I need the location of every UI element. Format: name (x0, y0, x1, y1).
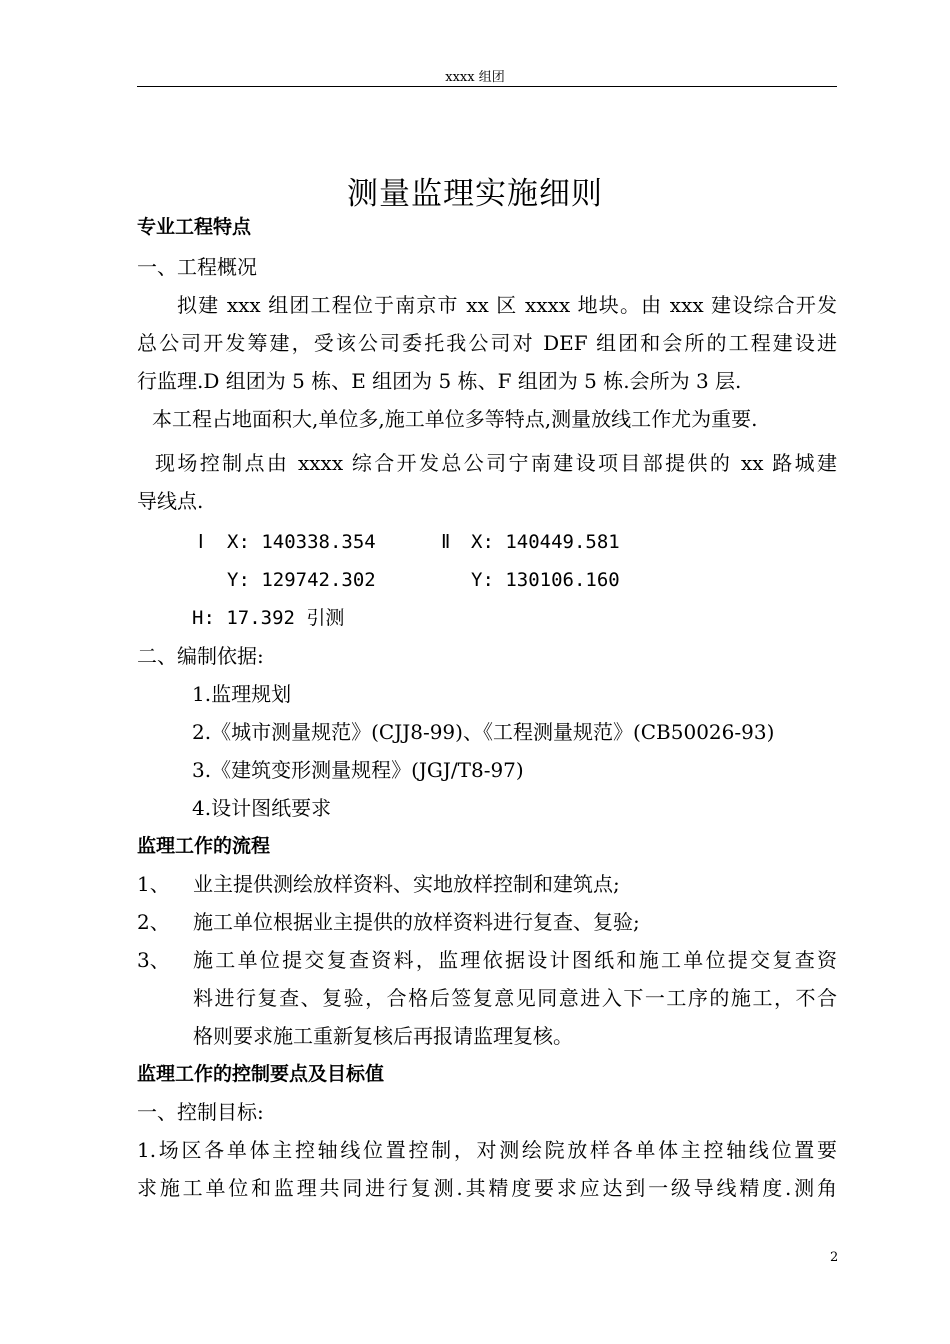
subheading-compilation-basis: 二、编制依据: (137, 644, 264, 668)
paragraph-line: 拟建 xxx 组团工程位于南京市 xx 区 xxxx 地块。由 xxx 建设综合开发 (177, 293, 837, 317)
workflow-item-text: 业主提供测绘放样资料、实地放样控制和建筑点; (193, 872, 620, 896)
control-point-2-label: Ⅱ (441, 531, 451, 553)
control-point-2-y: Y: 130106.160 (471, 569, 620, 591)
basis-item: 3.《建筑变形测量规程》(JGJ/T8-97) (192, 758, 524, 782)
paragraph-line: 1.场区各单体主控轴线位置控制，对测绘院放样各单体主控轴线位置要 (137, 1138, 837, 1162)
control-point-elevation: H: 17.392 引测 (192, 607, 345, 629)
paragraph-line: 总公司开发筹建，受该公司委托我公司对 DEF 组团和会所的工程建设进 (137, 331, 837, 355)
workflow-item-text: 施工单位提交复查资料，监理依据设计图纸和施工单位提交复查资 (193, 948, 837, 972)
section-heading-engineering-features: 专业工程特点 (137, 216, 252, 238)
header-divider (137, 86, 837, 87)
paragraph-line: 本工程占地面积大,单位多,施工单位多等特点,测量放线工作尤为重要. (152, 407, 758, 431)
control-point-1-label: Ⅰ (198, 531, 204, 553)
control-point-1-y: Y: 129742.302 (227, 569, 376, 591)
subheading-project-overview: 一、工程概况 (137, 255, 257, 279)
section-heading-workflow: 监理工作的流程 (137, 835, 271, 857)
paragraph-line: 导线点. (137, 489, 204, 513)
control-point-2-x: X: 140449.581 (471, 531, 620, 553)
paragraph-line: 行监理.D 组团为 5 栋、E 组团为 5 栋、F 组团为 5 栋.会所为 3 层. (137, 369, 742, 393)
subheading-control-targets: 一、控制目标: (137, 1100, 264, 1124)
workflow-item-number: 1、 (137, 872, 170, 896)
basis-item: 4.设计图纸要求 (192, 796, 332, 820)
basis-item: 2.《城市测量规范》(CJJ8-99)、《工程测量规范》(CB50026-93) (192, 720, 775, 744)
paragraph-line: 求施工单位和监理共同进行复测.其精度要求应达到一级导线精度.测角 (137, 1176, 837, 1200)
workflow-item-text: 格则要求施工重新复核后再报请监理复核。 (193, 1024, 573, 1048)
section-heading-control-points: 监理工作的控制要点及目标值 (137, 1063, 385, 1085)
workflow-item-number: 2、 (137, 910, 170, 934)
paragraph-line: 现场控制点由 xxxx 综合开发总公司宁南建设项目部提供的 xx 路城建 (155, 451, 837, 475)
workflow-item-text: 料进行复查、复验，合格后签复意见同意进入下一工序的施工，不合 (193, 986, 837, 1010)
page-header-company: xxxx 组团 (445, 70, 505, 85)
control-point-1-x: X: 140338.354 (227, 531, 376, 553)
page-number: 2 (830, 1250, 839, 1265)
basis-item: 1.监理规划 (192, 682, 292, 706)
workflow-item-number: 3、 (137, 948, 170, 972)
workflow-item-text: 施工单位根据业主提供的放样资料进行复查、复验; (193, 910, 640, 934)
document-title: 测量监理实施细则 (347, 176, 603, 212)
